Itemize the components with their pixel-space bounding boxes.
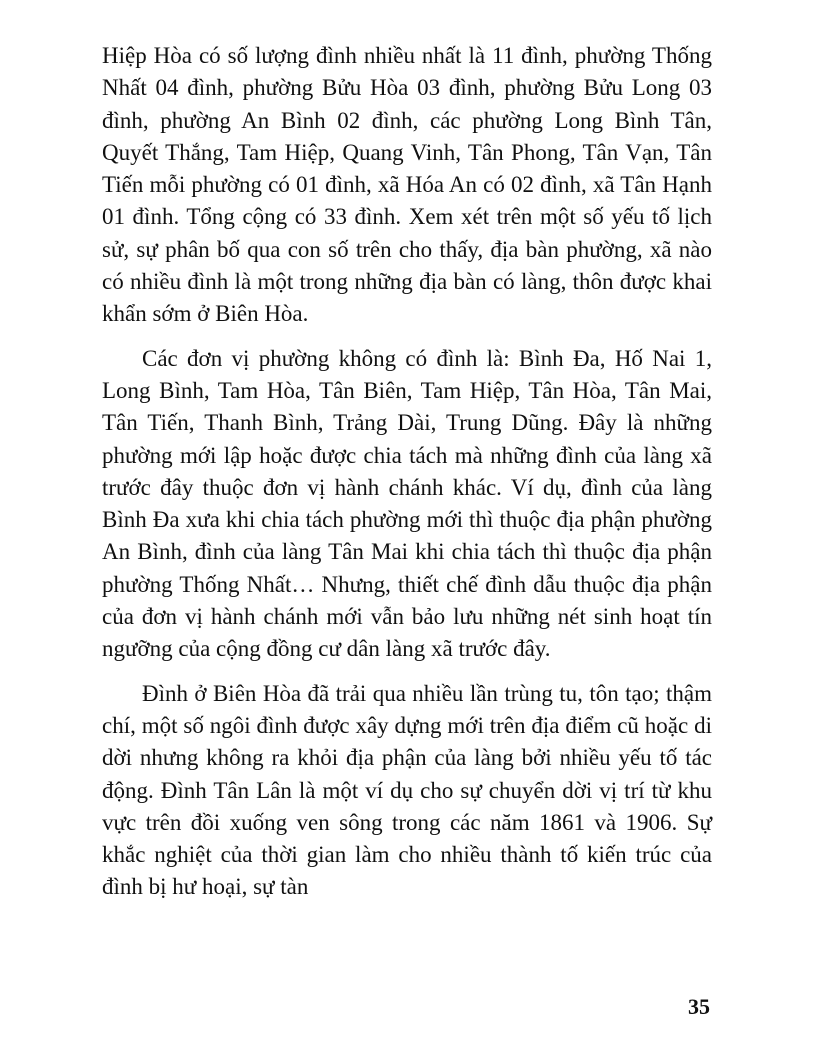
paragraph-restoration: Đình ở Biên Hòa đã trải qua nhiều lần trùng tu, tôn tạo; thậm chí, một số ngôi đình được xây dựng mới trên địa điểm cũ hoặc di dời nhưng không ra khỏi địa phận của làng bởi nhiều yếu tố tác động. Đình Tân Lân là một ví dụ cho sự chuyển dời vị trí từ khu vực trên đồi xuống ven sông trong các năm 1861 và 1906. Sự khắc nghiệt của thời gian làm cho nhiều thành tố kiến trúc của đình bị hư hoại, sự tàn <box>102 680 712 900</box>
page-number: 35 <box>688 994 710 1019</box>
paragraph-continued: Hiệp Hòa có số lượng đình nhiều nhất là 11 đình, phường Thống Nhất 04 đình, phường Bửu Hòa 03 đình, phường Bửu Long 03 đình, phường An Bình 02 đình, các phường Long Bình Tân, Quyết Thắng, Tam Hiệp, Quang Vinh, Tân Phong, Tân Vạn, Tân Tiến mỗi phường có 01 đình, xã Hóa An có 02 đình, xã Tân Hạnh 01 đình. Tổng cộng có 33 đình. Xem xét trên một số yếu tố lịch sử, sự phân bố qua con số trên cho thấy, địa bàn phường, xã nào có nhiều đình là một trong những địa bàn có làng, thôn được khai khẩn sớm ở Biên Hòa. <box>102 43 712 327</box>
body-text <box>102 40 712 904</box>
paragraph-wards-without-dinh: Các đơn vị phường không có đình là: Bình Đa, Hố Nai 1, Long Bình, Tam Hòa, Tân Biên, Tam Hiệp, Tân Hòa, Tân Mai, Tân Tiến, Thanh Bình, Trảng Dài, Trung Dũng. Đây là những phường mới lập hoặc được chia tách mà những đình của làng xã trước đây thuộc đơn vị hành chánh khác. Ví dụ, đình của làng Bình Đa xưa khi chia tách phường mới thì thuộc địa phận phường An Bình, đình của làng Tân Mai khi chia tách thì thuộc địa phận phường Thống Nhất… Nhưng, thiết chế đình dẫu thuộc địa phận của đơn vị hành chánh mới vẫn bảo lưu những nét sinh hoạt tín ngưỡng của cộng đồng cư dân làng xã trước đây. <box>102 345 712 662</box>
